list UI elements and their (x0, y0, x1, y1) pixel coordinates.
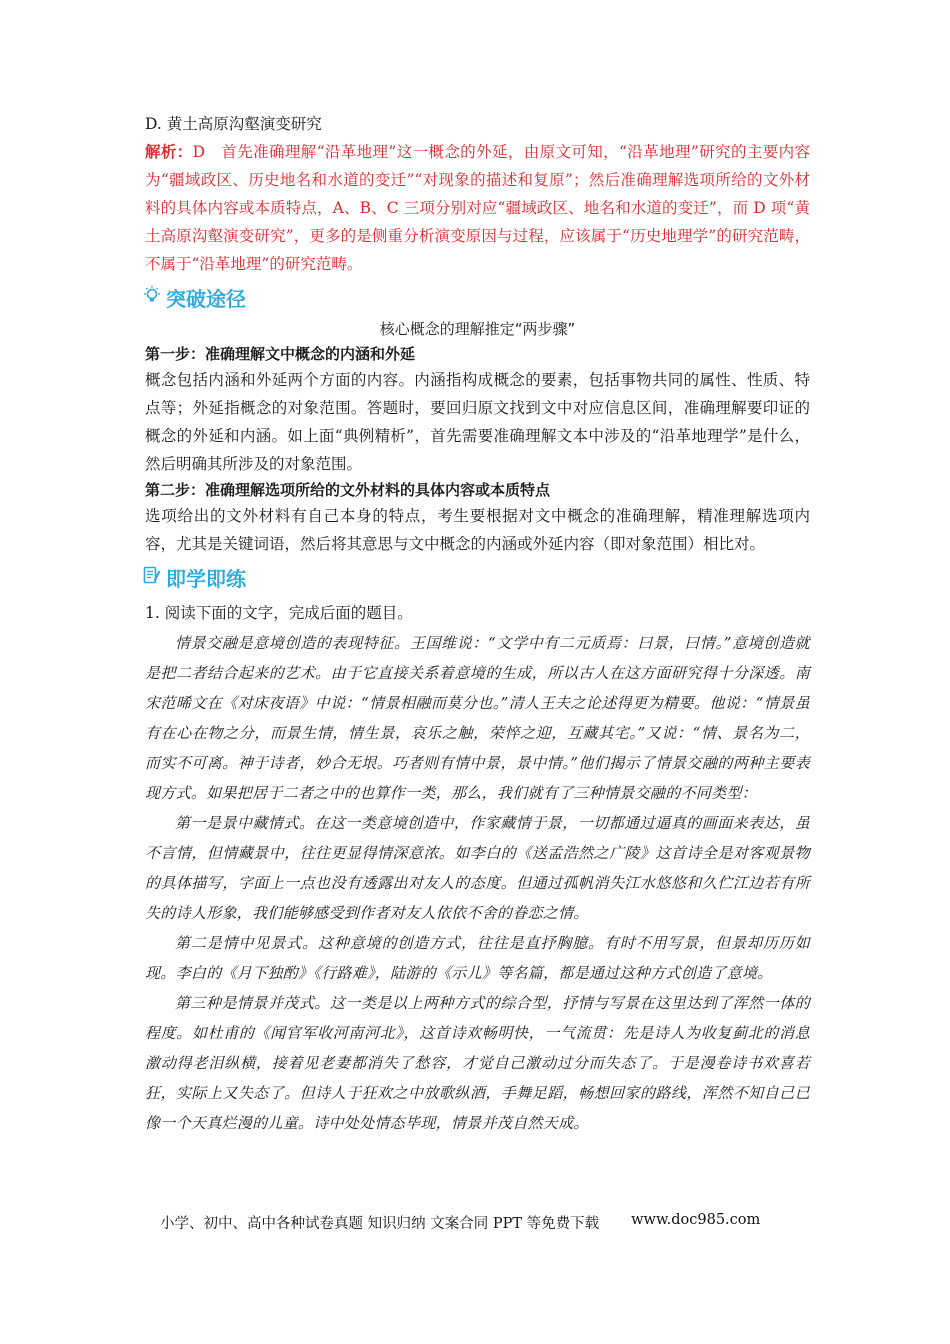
section-heading-practice (142, 560, 810, 594)
analysis-text: D 首先准确理解“沿革地理”这一概念的外延，由原文可知，“沿革地理”研究的主要内容为“疆域政区、历史地名和水道的变迁”“对现象的描述和复原”；然后准确理解选项所给的文外材料的具体内容或本质特点，A、B、C 三项分别对应“疆域政区、地名和水道的变迁”，而 D 项“黄土高原沟壑演变研究”，更多的是侧重分析演变原因与过程，应该属于“历史地理学”的研究范畴，不属于“沿革地理”的研究范畴。 (145, 143, 810, 273)
lightbulb-icon (142, 285, 162, 310)
analysis-tag: 解析： (145, 143, 193, 161)
reading-passage (145, 628, 810, 1138)
section-title: 即学即练 (166, 566, 246, 591)
passage-paragraph: 第三种是情景并茂式。这一类是以上两种方式的综合型，抒情与写景在这里达到了浑然一体的程度。如杜甫的《闻官军收河南河北》，这首诗欢畅明快，一气流贯：先是诗人为收复蓟北的消息激动得老泪纵横，接着见老妻都消失了愁容，才觉自己激动过分而失态了。于是漫卷诗书欢喜若狂，实际上又失态了。但诗人于狂欢之中放歌纵酒，手舞足蹈，畅想回家的路线，浑然不知自己已像一个天真烂漫的儿童。诗中处处情态毕现，情景并茂自然天成。 (145, 994, 810, 1132)
footer-url: www.doc985.com (631, 1212, 761, 1228)
footer-text: 小学、初中、高中各种试卷真题 知识归纳 文案合同 PPT 等免费下载 (160, 1216, 600, 1232)
step2-body: 选项给出的文外材料有自己本身的特点，考生要根据对文中概念的准确理解，精准理解选项内容，尤其是关键词语，然后将其意思与文中概念的内涵或外延内容（即对象范围）相比对。 (145, 507, 810, 553)
step1-body: 概念包括内涵和外延两个方面的内容。内涵指构成概念的要素，包括事物共同的属性、性质、特点等；外延指概念的对象范围。答题时，要回归原文找到文中对应信息区间，准确理解要印证的概念的外延和内涵。如上面“典例精析”，首先需要准确理解文本中涉及的“沿革地理学”是什么，然后明确其所涉及的对象范围。 (145, 371, 810, 473)
section-heading-breakthrough (142, 280, 810, 314)
step2-heading: 第二步：准确理解选项所给的文外材料的具体内容或本质特点 (145, 481, 551, 499)
question-prompt: 1. 阅读下面的文字，完成后面的题目。 (145, 604, 413, 622)
passage-paragraph: 第二是情中见景式。这种意境的创造方式，往往是直抒胸臆。有时不用写景，但景却历历如现。李白的《月下独酌》《行路难》，陆游的《示儿》等名篇，都是通过这种方式创造了意境。 (145, 934, 810, 982)
analysis-paragraph (145, 138, 810, 278)
document-page (145, 110, 810, 1138)
page-footer (160, 1212, 800, 1233)
section-title: 突破途径 (166, 286, 246, 311)
step1-heading: 第一步：准确理解文中概念的内涵和外延 (145, 345, 416, 363)
passage-paragraph: 第一是景中藏情式。在这一类意境创造中，作家藏情于景，一切都通过逼真的画面来表达，虽不言情，但情藏景中，往往更显得情深意浓。如李白的《送孟浩然之广陵》这首诗全是对客观景物的具体描写，字面上一点也没有透露出对友人的态度。但通过孤帆消失江水悠悠和久伫江边若有所失的诗人形象，我们能够感受到作者对友人依依不舍的眷恋之情。 (145, 814, 810, 922)
option-d: D. 黄土高原沟壑演变研究 (145, 115, 322, 133)
notebook-pen-icon (142, 565, 162, 590)
center-title: 核心概念的理解推定“两步骤” (379, 320, 576, 338)
passage-paragraph: 情景交融是意境创造的表现特征。王国维说：“文学中有二元质焉：曰景，曰情。”意境创造就是把二者结合起来的艺术。由于它直接关系着意境的生成，所以古人在这方面研究得十分深透。南宋范晞文在《对床夜语》中说：“情景相融而莫分也。”清人王夫之论述得更为精要。他说：“情景虽有在心在物之分，而景生情，情生景，哀乐之触，荣悴之迎，互藏其宅。”又说：“情、景名为二，而实不可离。神于诗者，妙合无垠。巧者则有情中景，景中情。”他们揭示了情景交融的两种主要表现方式。如果把居于二者之中的也算作一类，那么，我们就有了三种情景交融的不同类型： (145, 634, 810, 802)
